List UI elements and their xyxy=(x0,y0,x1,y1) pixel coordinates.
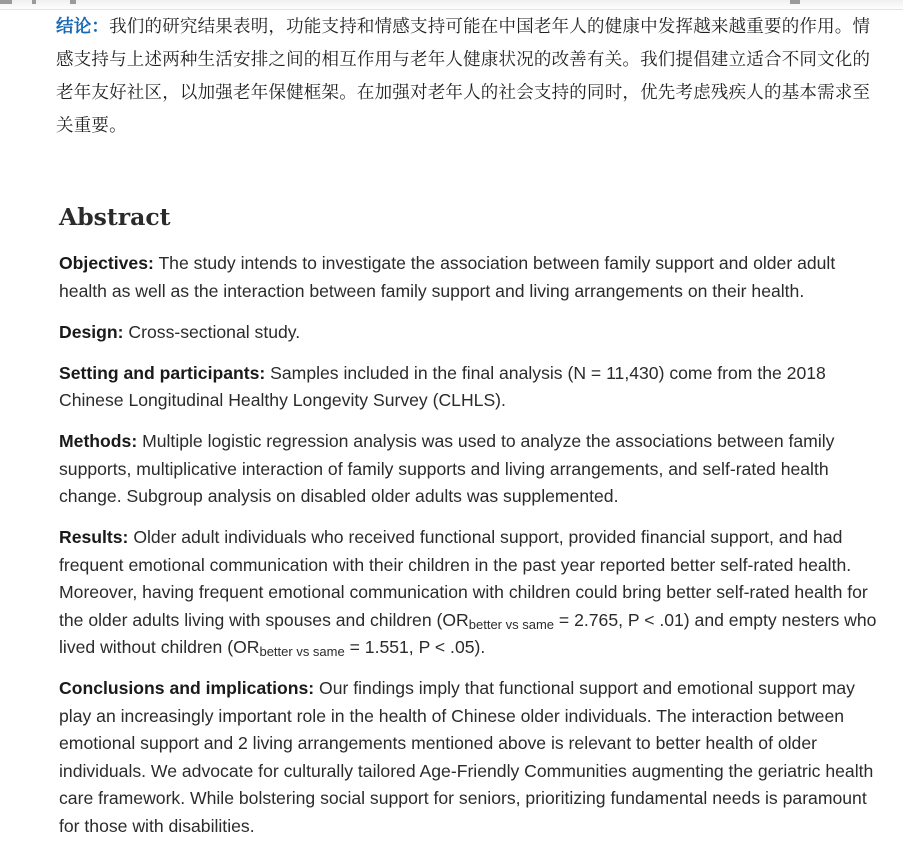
design-paragraph xyxy=(59,319,885,347)
objectives-paragraph xyxy=(59,250,885,305)
objectives-text: The study intends to investigate the association between family support and older adult health as well as the interaction between family support and living arrangements on their health. xyxy=(59,253,836,301)
results-paragraph xyxy=(59,524,885,662)
conclusions-label: Conclusions and implications: xyxy=(59,678,315,698)
results-text-b: = 2.765, P < .01) and empty nesters who lived without children (OR xyxy=(59,609,877,657)
cropped-text-fragment xyxy=(32,0,36,4)
design-text: Cross-sectional study. xyxy=(128,321,301,342)
objectives-label: Objectives: xyxy=(59,253,154,273)
abstract-body xyxy=(59,250,885,854)
cropped-previous-line xyxy=(0,0,903,10)
odds-ratio-subscript: better vs same xyxy=(259,644,345,659)
methods-paragraph xyxy=(59,428,885,511)
methods-text: Multiple logistic regression analysis was used to analyze the associations between family supports, multiplicative interaction of family supports and living arrangements, and self-rated health change. Subgroup analysis on disabled older adults was supplemented. xyxy=(59,431,835,506)
divider xyxy=(0,9,903,10)
chinese-conclusion-label: 结论： xyxy=(56,17,110,37)
odds-ratio-subscript: better vs same xyxy=(468,616,555,632)
methods-label: Methods: xyxy=(59,431,138,451)
results-text-c: = 1.551, P < .05). xyxy=(344,637,486,657)
cropped-text-fragment xyxy=(790,0,800,4)
results-label: Results: xyxy=(59,527,129,547)
chinese-conclusion-text: 我们的研究结果表明，功能支持和情感支持可能在中国老年人的健康中发挥越来越重要的作用。情感支持与上述两种生活安排之间的相互作用与老年人健康状况的改善有关。我们提倡建立适合不同文化的老年友好社区，以加强老年保健框架。在加强对老年人的社会支持的同时，优先考虑残疾人的基本需求至关重要。 xyxy=(56,17,871,136)
setting-text: Samples included in the final analysis (N = 11,430) come from the 2018 Chinese Longitudinal Healthy Longevity Survey (CLHLS). xyxy=(59,362,826,410)
conclusions-text: Our findings imply that functional support and emotional support may play an increasingly important role in the health of Chinese older individuals. The interaction between emotional support and 2 living arrangements mentioned above is relevant to better health of older individuals. We advocate for culturally tailored Age-Friendly Communities augmenting the geriatric health care framework. While bolstering social support for seniors, prioritizing fundamental needs is paramount for those with disabilities. xyxy=(59,678,874,836)
cropped-text-fragment xyxy=(0,0,12,4)
setting-label: Setting and participants: xyxy=(59,362,266,383)
conclusions-paragraph xyxy=(59,675,885,840)
cropped-text-fragment xyxy=(70,0,76,4)
design-label: Design: xyxy=(59,321,124,342)
results-text-a: Older adult individuals who received functional support, provided financial support, and had frequent emotional communication with their children in the past year reported better self-rated health. Moreover, having frequent emotional communication with children could bring better self-rated health for the older adults living with spouses and children (OR xyxy=(59,527,868,630)
abstract-heading: Abstract xyxy=(59,203,171,231)
setting-paragraph xyxy=(59,360,885,415)
chinese-conclusion-paragraph xyxy=(56,11,886,143)
